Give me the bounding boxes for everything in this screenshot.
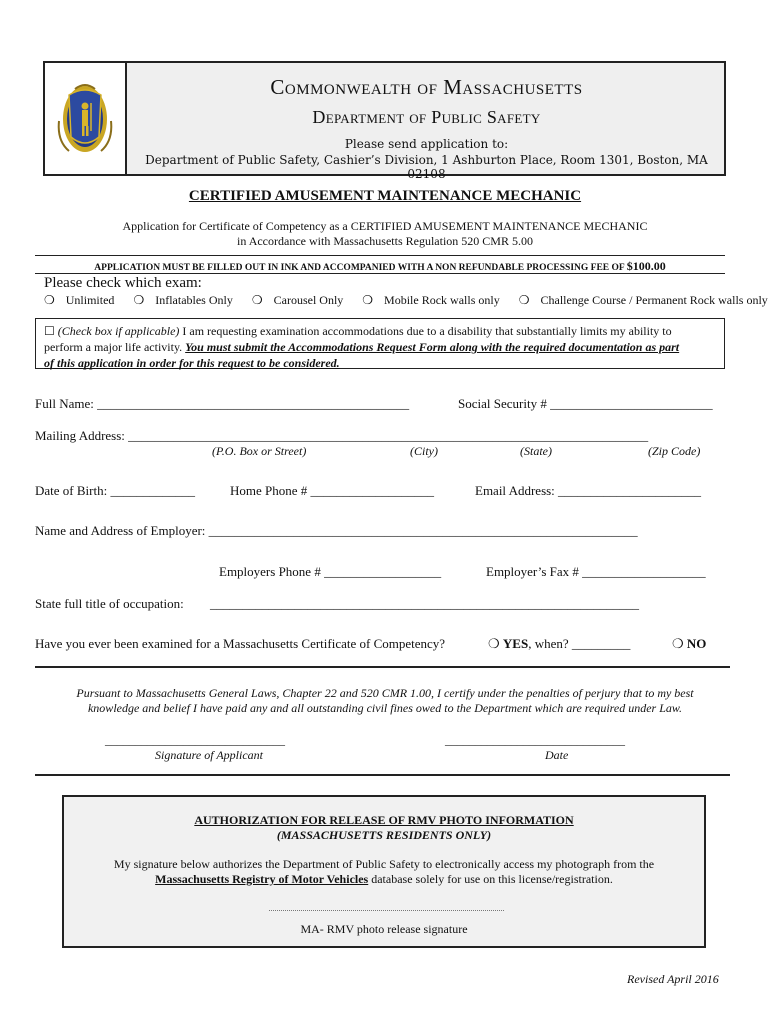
mailing-address-text: Department of Public Safety, Cashier’s Division, 1 Ashburton Place, Room 1301, Boston, MA 02108 <box>145 153 708 181</box>
revised-date: Revised April 2016 <box>627 972 719 986</box>
date-field[interactable]: ______________________________ <box>445 733 625 747</box>
option-label: Unlimited <box>65 293 115 307</box>
header-title: Commonwealth of Massachusetts <box>270 75 583 99</box>
option-label: Challenge Course / Permanent Rock walls only <box>540 293 768 307</box>
option-label: Mobile Rock walls only <box>384 293 500 307</box>
seal-cell <box>45 63 127 174</box>
rmv-signature-field[interactable] <box>269 910 504 911</box>
header-box <box>43 61 726 181</box>
employer-phone-field[interactable]: Employers Phone # __________________ <box>219 564 442 579</box>
rmv-registry-name: Massachusetts Registry of Motor Vehicles <box>155 872 369 886</box>
accommodation-line-2 <box>44 339 716 355</box>
form-subtitle-2: in Accordance with Massachusetts Regulation 520 CMR 5.00 <box>237 234 533 248</box>
rmv-subtitle: (MASSACHUSETTS RESIDENTS ONLY) <box>276 828 492 842</box>
employer-field[interactable]: Name and Address of Employer: __________________________________________________________________ <box>35 523 638 538</box>
occupation-field[interactable]: __________________________________________________________________ <box>210 596 639 611</box>
email-field[interactable]: Email Address: ______________________ <box>475 483 702 498</box>
date-label: Date <box>545 748 569 762</box>
yes-when-field: , when? _________ <box>528 636 631 651</box>
form-title: CERTIFIED AMUSEMENT MAINTENANCE MECHANIC <box>188 188 582 204</box>
exam-option-unlimited[interactable] <box>44 293 122 307</box>
dob-field[interactable]: Date of Birth: _____________ <box>35 483 195 498</box>
exam-options <box>44 293 770 308</box>
accommodation-checkbox[interactable]: ☐ <box>44 324 55 338</box>
form-subtitle-1: Application for Certificate of Competency as a CERTIFIED AMUSEMENT MAINTENANCE MECHANIC <box>122 219 648 233</box>
accommodation-requirement-1: You must submit the Accommodations Request Form along with the required documentation as part <box>185 340 680 354</box>
massachusetts-seal-icon <box>55 81 115 157</box>
rmv-paragraph-2 <box>64 872 704 887</box>
accommodation-text-1: I am requesting examination accommodations due to a disability that substantially limits my ability to <box>179 324 672 338</box>
send-to-label: Please send application to: <box>344 137 509 151</box>
accommodation-line-3 <box>44 355 716 371</box>
examined-no-option[interactable] <box>672 636 706 652</box>
examined-yes-option[interactable] <box>488 636 630 652</box>
accommodation-requirement-2: of this application in order for this request to be considered. <box>44 356 340 370</box>
ssn-field[interactable]: Social Security # _________________________ <box>458 396 713 411</box>
hint-street: (P.O. Box or Street) <box>212 444 307 458</box>
exam-option-mobile-rock-walls[interactable] <box>362 293 507 307</box>
hint-city: (City) <box>410 444 438 458</box>
accommodation-line-1 <box>44 323 716 339</box>
occupation-label: State full title of occupation: <box>35 596 184 611</box>
radio-icon: ❍ <box>362 293 374 307</box>
ink-notice-text: APPLICATION MUST BE FILLED OUT IN INK AND ACCOMPANIED WITH A NON REFUNDABLE PROCESSING FEE OF <box>94 263 625 273</box>
rmv-paragraph-1: My signature below authorizes the Department of Public Safety to electronically access my photograph from the <box>113 857 655 871</box>
divider <box>35 666 730 668</box>
radio-icon: ❍ <box>44 293 55 307</box>
exam-heading: Please check which exam: <box>44 275 202 291</box>
divider <box>35 774 730 776</box>
option-label: Carousel Only <box>273 293 344 307</box>
exam-option-challenge-course[interactable] <box>519 293 770 307</box>
accommodation-text-2: perform a major life activity. <box>44 340 186 354</box>
divider <box>35 255 725 256</box>
hint-zip: (Zip Code) <box>648 444 701 458</box>
radio-icon: ❍ <box>518 293 530 307</box>
examined-question: Have you ever been examined for a Massachusetts Certificate of Competency? <box>35 636 446 651</box>
signature-label: Signature of Applicant <box>155 748 263 762</box>
rmv-signature-label: MA- RMV photo release signature <box>300 922 468 936</box>
exam-option-carousel[interactable] <box>252 293 351 307</box>
applicant-signature-field[interactable]: ______________________________ <box>105 733 285 747</box>
divider <box>35 273 725 274</box>
yes-label: YES <box>502 636 529 651</box>
option-label: Inflatables Only <box>155 293 233 307</box>
employer-fax-field[interactable]: Employer’s Fax # ___________________ <box>486 564 706 579</box>
ink-notice <box>35 259 725 274</box>
radio-icon: ❍ <box>251 293 263 307</box>
rmv-authorization-box <box>62 795 706 948</box>
home-phone-field[interactable]: Home Phone # ___________________ <box>230 483 435 498</box>
mailing-address-field[interactable]: Mailing Address: ________________________________________________________________________________ <box>35 428 649 443</box>
certification-line-1: Pursuant to Massachusetts General Laws, Chapter 22 and 520 CMR 1.00, I certify under the penalties of perjury that to my best <box>76 686 694 700</box>
no-label: NO <box>686 636 707 651</box>
radio-icon: ❍ <box>488 636 500 651</box>
header-department: Department of Public Safety <box>312 107 541 127</box>
radio-icon: ❍ <box>672 636 684 651</box>
accommodation-box <box>35 318 725 369</box>
rmv-paragraph-tail: database solely for use on this license/registration. <box>368 872 613 886</box>
radio-icon: ❍ <box>133 293 145 307</box>
fee-amount: $100.00 <box>626 259 666 273</box>
rmv-title: AUTHORIZATION FOR RELEASE OF RMV PHOTO INFORMATION <box>194 813 574 827</box>
hint-state: (State) <box>520 444 552 458</box>
accommodation-italic: (Check box if applicable) <box>57 324 180 338</box>
full-name-field[interactable]: Full Name: ________________________________________________ <box>35 396 410 411</box>
exam-option-inflatables[interactable] <box>133 293 240 307</box>
certification-line-2: knowledge and belief I have paid any and all outstanding civil fines owed to the Department which are required under Law. <box>87 701 683 715</box>
